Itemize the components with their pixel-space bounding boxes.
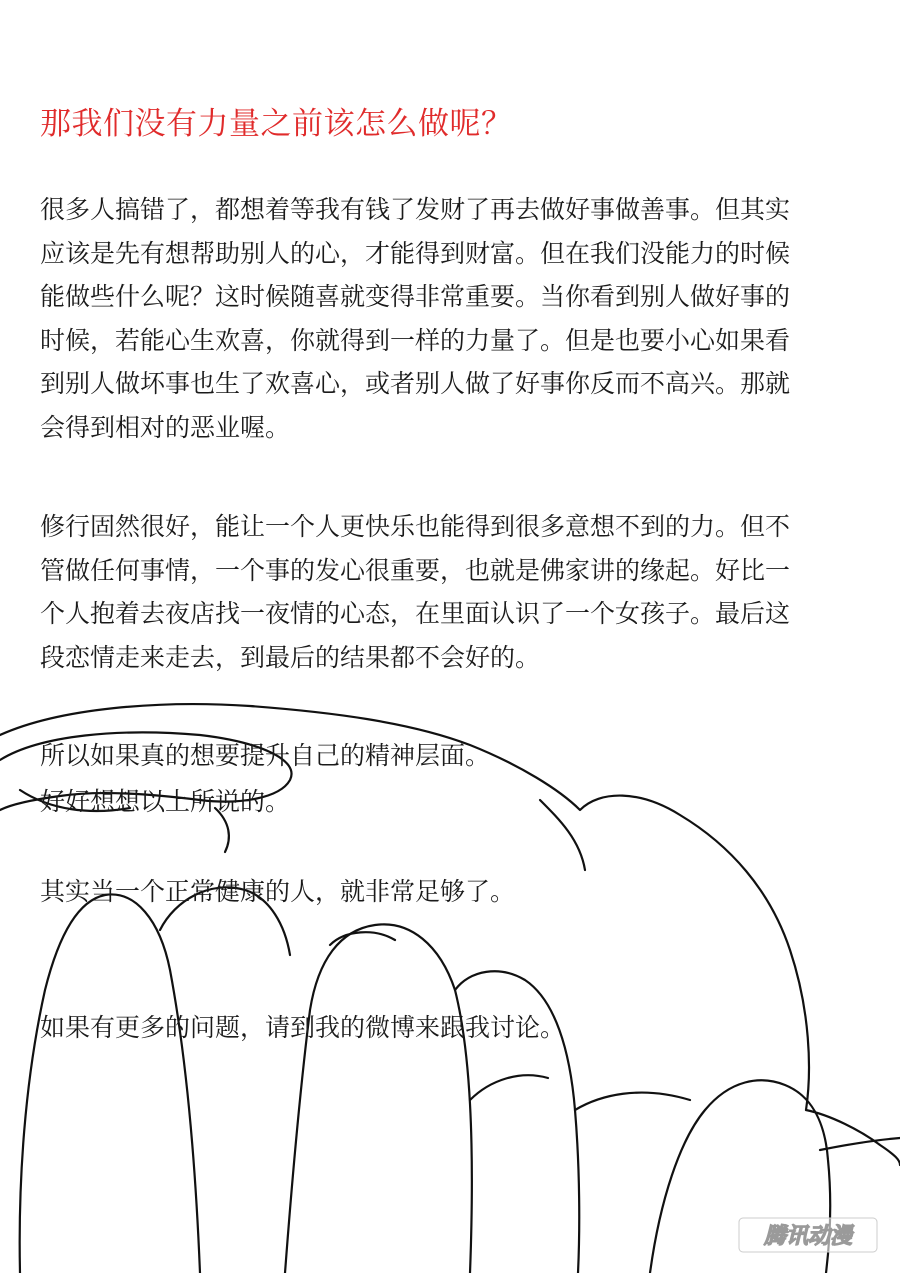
hand-palm-line-2	[470, 1075, 548, 1100]
paragraph-2	[40, 505, 870, 679]
paragraph-line: 会得到相对的恶业喔。	[40, 412, 291, 442]
paragraph-line: 能做些什么呢？这时候随喜就变得非常重要。当你看到别人做好事的	[40, 282, 791, 311]
paragraph-1	[40, 188, 870, 449]
hand-palm-line	[575, 1093, 690, 1110]
paragraph-line: 修行固然很好，能让一个人更快乐也能得到很多意想不到的力。但不	[40, 512, 791, 541]
hand-pinky	[806, 1110, 900, 1165]
paragraph-line: 所以如果真的想要提升自己的精神层面。	[40, 741, 491, 770]
paragraph-line: 很多人搞错了，都想着等我有钱了发财了再去做好事做善事。但其实	[40, 195, 791, 224]
tencent-comic-watermark-logo	[738, 1217, 878, 1253]
paragraph-line: 段恋情走来走去，到最后的结果都不会好的。	[40, 642, 541, 672]
paragraph-line: 应该是先有想帮助别人的心，才能得到财富。但在我们没能力的时候	[40, 238, 791, 268]
paragraph-line: 好好想想以上所说的。	[40, 787, 291, 816]
paragraph-line: 时候，若能心生欢喜，你就得到一样的力量了。但是也要小心如果看	[40, 325, 791, 355]
paragraph-line: 其实当一个正常健康的人，就非常足够了。	[40, 877, 516, 906]
paragraph-5	[40, 1006, 870, 1050]
svg-text:腾讯动漫: 腾讯动漫	[763, 1224, 853, 1249]
paragraph-line: 个人抱着去夜店找一夜情的心态，在里面认识了一个女孩子。最后这	[40, 599, 791, 628]
hand-index-finger	[285, 924, 472, 1273]
hand-thumb	[20, 894, 200, 1273]
paragraph-line: 到别人做坏事也生了欢喜心，或者别人做了好事你反而不高兴。那就	[40, 369, 791, 398]
paragraph-4	[40, 870, 870, 914]
hand-edge-line	[820, 1138, 900, 1150]
paragraph-line: 如果有更多的问题，请到我的微博来跟我讨论。	[40, 1013, 566, 1042]
paragraph-line: 管做任何事情，一个事的发心很重要，也就是佛家讲的缘起。好比一	[40, 555, 791, 585]
article-heading: 那我们没有力量之前该怎么做呢？	[40, 106, 513, 142]
paragraph-3	[40, 733, 870, 825]
